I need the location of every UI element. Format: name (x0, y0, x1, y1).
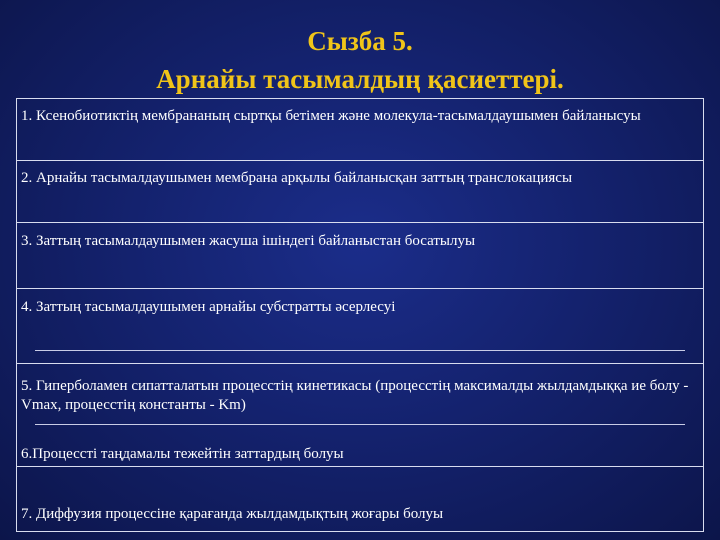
row-text: 6.Процессті таңдамалы тежейтін заттардың болуы (21, 446, 344, 462)
row-text: 5. Гиперболамен сипатталатын процесстің кинетикасы (процесстің максималды жылдамдыққа ие болу - Vmax, процесстің константы - Km) (21, 378, 689, 413)
table-row (17, 99, 703, 161)
slide-title (0, 22, 720, 98)
table-row (17, 223, 703, 289)
table-row (17, 364, 703, 467)
properties-table (16, 98, 704, 532)
row-text: 2. Арнайы тасымалдаушымен мембрана арқылы байланысқан заттың транслокациясы (21, 170, 573, 186)
table-row (17, 289, 703, 364)
underline-rule (35, 350, 685, 351)
row-text: 3. Заттың тасымалдаушымен жасуша ішіндегі байланыстан босатылуы (21, 233, 476, 249)
table-row (17, 497, 703, 531)
row-text: 7. Диффузия процессіне қарағанда жылдамдықтың жоғары болуы (21, 506, 444, 522)
title-line-2: Арнайы тасымалдың қасиеттері. (156, 64, 564, 94)
row-text: 1. Ксенобиотиктің мембрананың сыртқы бетімен және молекула-тасымалдаушымен байланысуы (21, 108, 641, 124)
row-text: 4. Заттың тасымалдаушымен арнайы субстратты әсерлесуі (21, 299, 396, 315)
underline-rule (35, 424, 685, 425)
table-row (17, 161, 703, 223)
title-line-1: Сызба 5. (307, 26, 413, 56)
